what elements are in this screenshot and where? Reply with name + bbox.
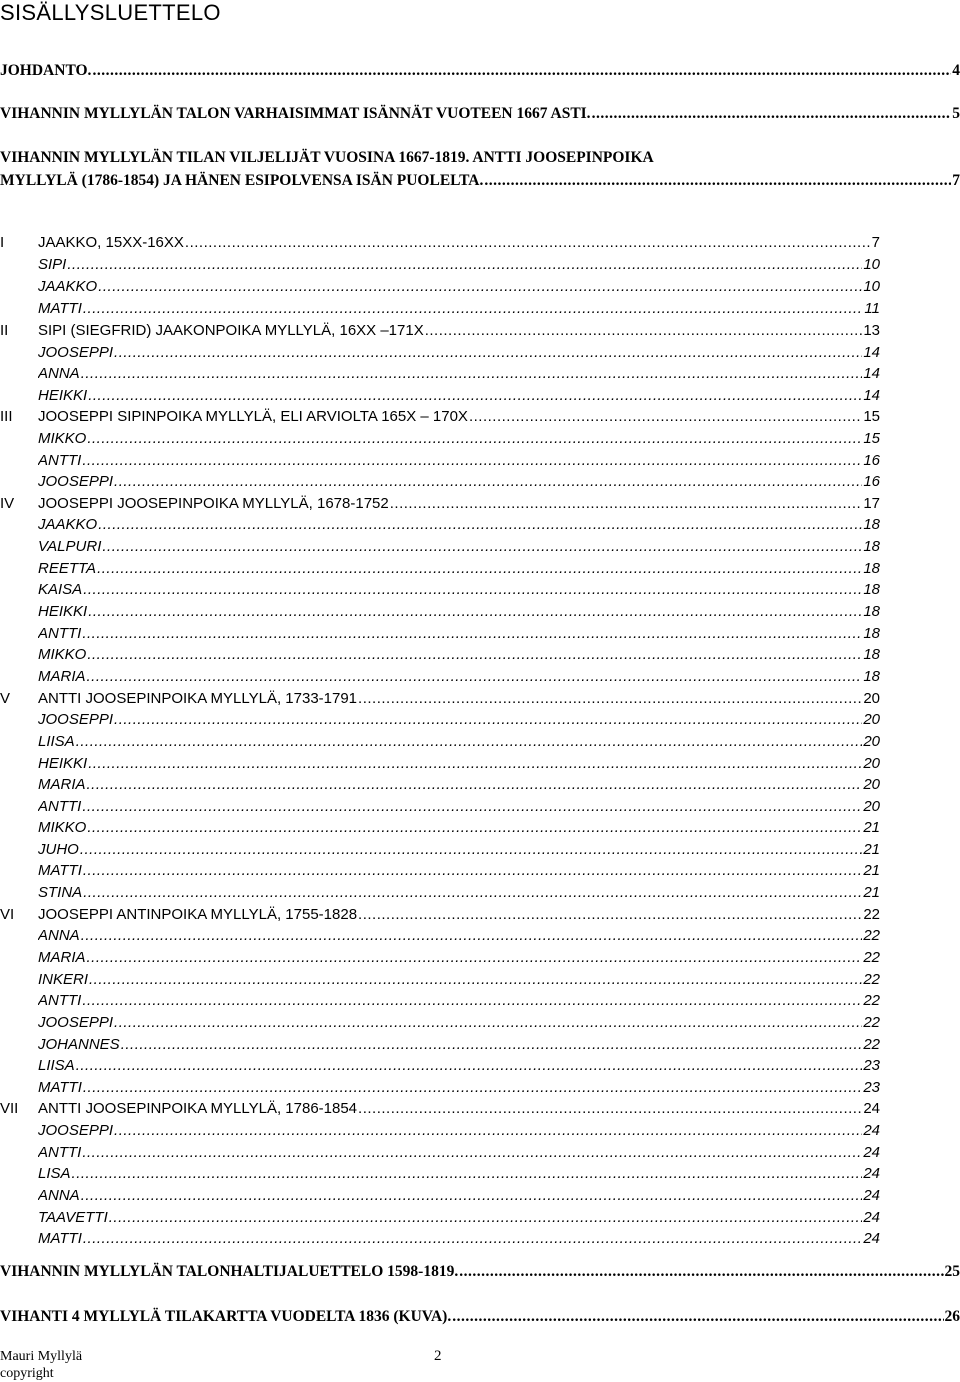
toc-entry-title: JUHO <box>38 841 79 858</box>
toc-entry[interactable] <box>38 817 880 838</box>
footer-page-number: 2 <box>434 1348 442 1364</box>
toc-entry-title: JAAKKO, 15XX-16XX <box>38 234 184 251</box>
toc-page-number: 23 <box>863 1057 880 1074</box>
toc-entry[interactable] <box>38 623 880 644</box>
toc-dot-leader <box>484 170 951 191</box>
toc-page-number: 24 <box>863 1144 880 1161</box>
toc-dot-leader <box>114 709 862 730</box>
toc-entry[interactable] <box>0 1261 960 1282</box>
toc-entry-title: JOOSEPPI <box>38 1014 114 1031</box>
toc-dot-leader <box>114 1120 862 1141</box>
toc-dot-leader <box>452 1306 943 1327</box>
toc-entry-title: INKERI <box>38 971 89 988</box>
toc-page-number: 11 <box>864 300 880 317</box>
toc-entry[interactable] <box>38 882 880 903</box>
toc-dot-leader <box>97 558 862 579</box>
toc-chapter-number: V <box>0 690 11 707</box>
toc-page-number: 21 <box>863 841 880 858</box>
toc-page-number: 15 <box>863 408 880 425</box>
toc-entry-title: ANTTI <box>38 452 82 469</box>
toc-page-number: 18 <box>863 538 880 555</box>
toc-entry-title: MYLLYLÄ (1786-1854) JA HÄNEN ESIPOLVENSA ISÄN PUOLELTA. <box>0 172 484 189</box>
toc-page-number: 18 <box>863 516 880 533</box>
toc-page-number: 20 <box>863 798 880 815</box>
toc-entry[interactable] <box>38 536 880 557</box>
toc-dot-leader <box>114 1012 862 1033</box>
toc-dot-leader <box>76 1055 863 1076</box>
toc-page-number: 18 <box>863 603 880 620</box>
toc-entry[interactable] <box>38 1185 880 1206</box>
toc-entry-title: JOOSEPPI <box>38 1122 114 1139</box>
toc-entry-title: JAAKKO <box>38 278 98 295</box>
toc-page-number: 22 <box>863 992 880 1009</box>
toc-entry-title: JOOSEPPI <box>38 344 114 361</box>
toc-entry-title: VIHANNIN MYLLYLÄN TALON VARHAISIMMAT ISÄNNÄT VUOTEEN 1667 ASTI. <box>0 105 591 122</box>
toc-page-number: 18 <box>863 560 880 577</box>
toc-dot-leader <box>81 363 863 384</box>
toc-entry[interactable] <box>38 1055 880 1076</box>
toc-entry-title: MARIA <box>38 668 86 685</box>
toc-entry-title: JOOSEPPI JOOSEPINPOIKA MYLLYLÄ, 1678-1752 <box>38 495 389 512</box>
toc-entry-title: VIHANTI 4 MYLLYLÄ TILAKARTTA VUODELTA 1836 (KUVA). <box>0 1308 452 1325</box>
toc-page-number: 18 <box>863 646 880 663</box>
toc-page-number: 22 <box>863 971 880 988</box>
toc-page-number: 24 <box>863 1187 880 1204</box>
toc-dot-leader <box>102 536 862 557</box>
toc-entry-title: JOOSEPPI SIPINPOIKA MYLLYLÄ, ELI ARVIOLTA 165X – 170X <box>38 408 468 425</box>
toc-chapter-number: VI <box>0 906 15 923</box>
toc-page-number: 24 <box>863 1165 880 1182</box>
toc-entry-title: HEIKKI <box>38 387 88 404</box>
toc-page-number: 18 <box>863 625 880 642</box>
toc-entry[interactable] <box>0 688 880 709</box>
toc-entry-title: STINA <box>38 884 83 901</box>
toc-entry[interactable] <box>0 320 880 341</box>
toc-entry[interactable] <box>38 558 880 579</box>
toc-dot-leader <box>83 882 862 903</box>
toc-chapter-number: III <box>0 408 13 425</box>
toc-entry-title: JOOSEPPI <box>38 473 114 490</box>
toc-entry[interactable] <box>38 1163 880 1184</box>
toc-page-number: 22 <box>863 949 880 966</box>
toc-page-number: 20 <box>863 690 880 707</box>
toc-page-number: 10 <box>863 278 880 295</box>
footer-author: Mauri Myllylä <box>0 1349 83 1364</box>
toc-dot-leader <box>98 276 862 297</box>
toc-dot-leader <box>72 1163 863 1184</box>
toc-entry[interactable] <box>38 601 880 622</box>
toc-dot-leader <box>114 471 862 492</box>
toc-entry[interactable] <box>0 147 960 168</box>
toc-dot-leader <box>121 1034 863 1055</box>
toc-entry-title: MATTI <box>38 300 82 317</box>
toc-entry-title: ANTTI JOOSEPINPOIKA MYLLYLÄ, 1786-1854 <box>38 1100 358 1117</box>
toc-dot-leader <box>109 1207 863 1228</box>
toc-page-number: 20 <box>863 755 880 772</box>
toc-entry[interactable] <box>38 839 880 860</box>
toc-entry-title: MARIA <box>38 776 86 793</box>
toc-page-number: 24 <box>863 1100 880 1117</box>
toc-entry[interactable] <box>38 1034 880 1055</box>
toc-entry-title: ANNA <box>38 927 80 944</box>
toc-dot-leader <box>469 406 862 427</box>
toc-entry[interactable] <box>38 1207 880 1228</box>
toc-dot-leader <box>88 601 862 622</box>
toc-entry-title: SIPI (SIEGFRID) JAAKONPOIKA MYLLYLÄ, 16XX –171X <box>38 322 424 339</box>
toc-dot-leader <box>358 904 862 925</box>
toc-page-number: 18 <box>863 668 880 685</box>
toc-entry-title: VIHANNIN MYLLYLÄN TALONHALTIJALUETTELO 1598-1819. <box>0 1263 459 1280</box>
toc-page-number: 7 <box>871 234 880 251</box>
toc-page-number: 16 <box>863 452 880 469</box>
toc-entry[interactable] <box>0 60 960 81</box>
toc-page-number: 24 <box>863 1230 880 1247</box>
toc-dot-leader <box>83 1228 862 1249</box>
toc-dot-leader <box>82 623 862 644</box>
toc-dot-leader <box>82 1142 862 1163</box>
toc-page-number: 25 <box>944 1263 960 1280</box>
toc-dot-leader <box>87 666 863 687</box>
toc-dot-leader <box>87 644 862 665</box>
toc-entry[interactable] <box>38 796 880 817</box>
toc-dot-leader <box>83 860 862 881</box>
toc-entry[interactable] <box>38 774 880 795</box>
toc-page-number: 14 <box>863 344 880 361</box>
toc-entry[interactable] <box>38 579 880 600</box>
toc-dot-leader <box>83 298 864 319</box>
toc-page-number: 13 <box>863 322 880 339</box>
toc-dot-leader <box>83 579 862 600</box>
toc-dot-leader <box>67 254 862 275</box>
toc-dot-leader <box>459 1261 943 1282</box>
toc-entry-title: JOHANNES <box>38 1036 120 1053</box>
toc-entry[interactable] <box>38 947 880 968</box>
toc-page-number: 15 <box>863 430 880 447</box>
toc-dot-leader <box>89 969 862 990</box>
toc-entry-title: JAAKKO <box>38 516 98 533</box>
toc-page-number: 20 <box>863 733 880 750</box>
toc-page-number: 16 <box>863 473 880 490</box>
toc-entry[interactable] <box>38 1120 880 1141</box>
toc-page-number: 21 <box>863 819 880 836</box>
toc-entry[interactable] <box>38 860 880 881</box>
toc-chapter-number: II <box>0 322 9 339</box>
toc-entry[interactable] <box>0 493 880 514</box>
toc-entry-title: MATTI <box>38 1230 82 1247</box>
toc-entry[interactable] <box>0 1306 960 1327</box>
toc-page-number: 14 <box>863 365 880 382</box>
toc-entry-title: ANTTI <box>38 992 82 1009</box>
toc-entry[interactable] <box>38 363 880 384</box>
toc-entry[interactable] <box>38 385 880 406</box>
toc-entry[interactable] <box>38 450 880 471</box>
toc-dot-leader <box>88 385 862 406</box>
toc-page-number: 23 <box>863 1079 880 1096</box>
toc-page-number: 20 <box>863 776 880 793</box>
toc-entry[interactable] <box>38 428 880 449</box>
toc-page-number: 22 <box>863 1014 880 1031</box>
toc-entry-title: TAAVETTI <box>38 1209 108 1226</box>
toc-entry[interactable] <box>38 990 880 1011</box>
toc-entry-title: HEIKKI <box>38 603 88 620</box>
toc-page-number: 20 <box>863 711 880 728</box>
toc-entry[interactable] <box>38 1142 880 1163</box>
toc-entry[interactable] <box>38 925 880 946</box>
toc-page-number: 21 <box>863 862 880 879</box>
toc-entry-title: HEIKKI <box>38 755 88 772</box>
toc-chapter-number: IV <box>0 495 15 512</box>
toc-entry-title: SIPI <box>38 256 67 273</box>
toc-dot-leader <box>358 688 862 709</box>
toc-entry-title: MIKKO <box>38 430 87 447</box>
toc-entry-title: MIKKO <box>38 819 87 836</box>
toc-entry-title: MATTI <box>38 1079 82 1096</box>
toc-dot-leader <box>87 428 862 449</box>
toc-entry-title: LIISA <box>38 733 75 750</box>
toc-entry-title: MIKKO <box>38 646 87 663</box>
toc-entry-title: JOOSEPPI ANTINPOIKA MYLLYLÄ, 1755-1828 <box>38 906 358 923</box>
toc-entry[interactable] <box>38 644 880 665</box>
toc-entry[interactable] <box>0 904 880 925</box>
toc-entry-title: ANNA <box>38 1187 80 1204</box>
toc-entry-title: MATTI <box>38 862 82 879</box>
toc-entry[interactable] <box>0 1098 880 1119</box>
toc-dot-leader <box>82 796 862 817</box>
toc-dot-leader <box>87 774 863 795</box>
toc-dot-leader <box>88 753 862 774</box>
toc-entry[interactable] <box>38 514 880 535</box>
toc-page-number: 22 <box>863 927 880 944</box>
toc-entry[interactable] <box>0 170 960 191</box>
toc-entry-title: JOHDANTO. <box>0 62 92 79</box>
toc-entry[interactable] <box>38 276 880 297</box>
toc-entry-title: VIHANNIN MYLLYLÄN TILAN VILJELIJÄT VUOSINA 1667-1819. ANTTI JOOSEPINPOIKA <box>0 149 654 166</box>
toc-dot-leader <box>114 342 862 363</box>
toc-entry[interactable] <box>38 666 880 687</box>
toc-entry-title: ANTTI <box>38 798 82 815</box>
toc-page-number: 22 <box>863 1036 880 1053</box>
toc-page-number: 24 <box>863 1122 880 1139</box>
toc-page-number: 10 <box>863 256 880 273</box>
toc-page-number: 4 <box>952 62 960 79</box>
toc-entry-title: MARIA <box>38 949 86 966</box>
toc-dot-leader <box>185 232 871 253</box>
toc-dot-leader <box>81 1185 863 1206</box>
toc-entry-title: REETTA <box>38 560 97 577</box>
page-title: SISÄLLYSLUETTELO <box>0 0 221 25</box>
toc-entry[interactable] <box>38 254 880 275</box>
toc-dot-leader <box>81 925 863 946</box>
toc-entry[interactable] <box>38 471 880 492</box>
toc-entry[interactable] <box>38 298 880 319</box>
toc-entry[interactable] <box>38 753 880 774</box>
toc-dot-leader <box>87 817 862 838</box>
toc-entry-title: ANTTI <box>38 1144 82 1161</box>
toc-dot-leader <box>82 990 862 1011</box>
toc-page-number: 22 <box>863 906 880 923</box>
toc-entry-title: JOOSEPPI <box>38 711 114 728</box>
toc-dot-leader <box>80 839 862 860</box>
toc-entry[interactable] <box>38 1077 880 1098</box>
toc-page-number: 26 <box>944 1308 960 1325</box>
toc-page-number: 7 <box>952 172 960 189</box>
toc-dot-leader <box>76 731 863 752</box>
toc-entry[interactable] <box>0 232 880 253</box>
toc-chapter-number: I <box>0 234 5 251</box>
toc-dot-leader <box>425 320 863 341</box>
toc-dot-leader <box>390 493 863 514</box>
toc-entry-title: KAISA <box>38 581 83 598</box>
toc-page-number: 24 <box>863 1209 880 1226</box>
toc-entry[interactable] <box>38 1228 880 1249</box>
toc-entry[interactable] <box>38 709 880 730</box>
toc-entry-title: LIISA <box>38 1057 75 1074</box>
toc-page-number: 21 <box>863 884 880 901</box>
toc-entry[interactable] <box>38 342 880 363</box>
toc-entry[interactable] <box>38 731 880 752</box>
toc-page-number: 5 <box>952 105 960 122</box>
toc-page-number: 17 <box>863 495 880 512</box>
toc-chapter-number: VII <box>0 1100 19 1117</box>
toc-page-number: 18 <box>863 581 880 598</box>
footer-copyright: copyright <box>0 1366 54 1381</box>
toc-dot-leader <box>358 1098 862 1119</box>
toc-entry[interactable] <box>38 969 880 990</box>
toc-entry-title: ANNA <box>38 365 80 382</box>
toc-entry-title: ANTTI JOOSEPINPOIKA MYLLYLÄ, 1733-1791 <box>38 690 358 707</box>
toc-dot-leader <box>592 103 952 124</box>
toc-dot-leader <box>83 1077 862 1098</box>
toc-entry-title: VALPURI <box>38 538 102 555</box>
toc-dot-leader <box>82 450 862 471</box>
toc-entry[interactable] <box>0 103 960 124</box>
toc-dot-leader <box>98 514 862 535</box>
toc-dot-leader <box>92 60 951 81</box>
toc-entry[interactable] <box>0 406 880 427</box>
toc-entry-title: ANTTI <box>38 625 82 642</box>
toc-entry-title: LISA <box>38 1165 71 1182</box>
toc-page-number: 14 <box>863 387 880 404</box>
toc-entry[interactable] <box>38 1012 880 1033</box>
toc-dot-leader <box>87 947 863 968</box>
